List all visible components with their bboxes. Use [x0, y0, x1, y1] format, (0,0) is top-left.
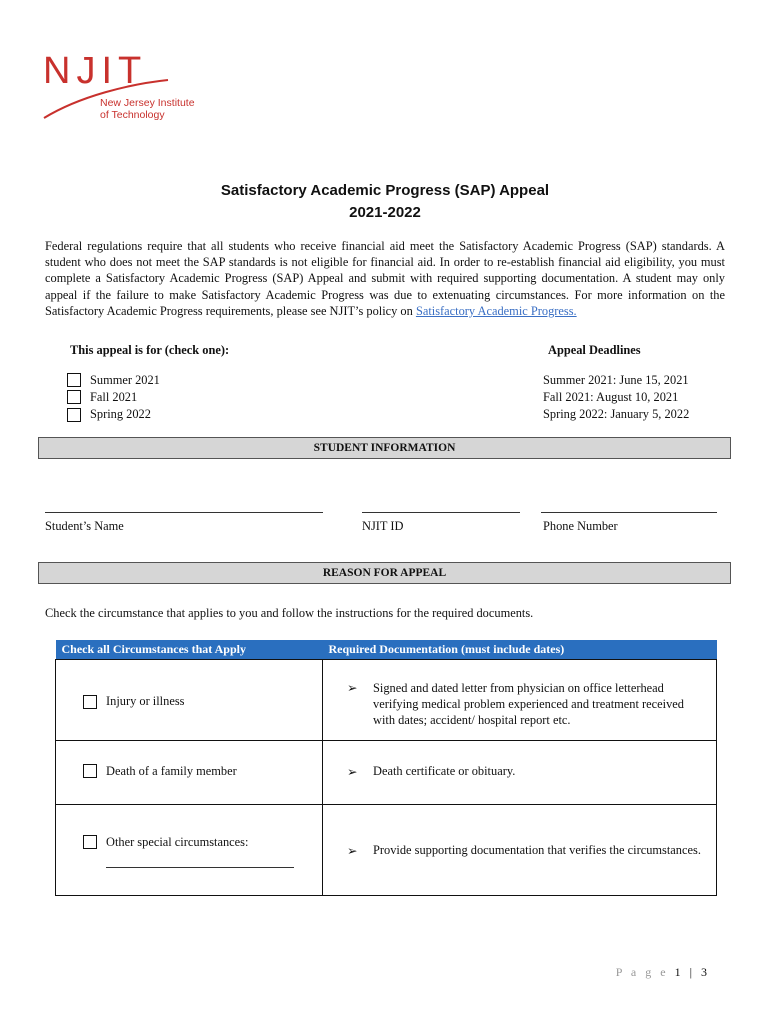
summer-2021-checkbox[interactable] [67, 373, 81, 387]
death-doc: Death certificate or obituary. [373, 764, 516, 778]
logo-subtitle [100, 97, 195, 121]
page-label: P a g e [615, 965, 669, 979]
spring-2022-checkbox[interactable] [67, 408, 81, 422]
intro-paragraph [45, 238, 725, 319]
page-number [616, 965, 710, 980]
summer-2021-label: Summer 2021 [90, 373, 160, 387]
student-info-band: STUDENT INFORMATION [38, 437, 731, 459]
njit-logo-wordmark: NJIT [43, 50, 148, 92]
phone-number-label: Phone Number [543, 519, 618, 533]
other-doc: Provide supporting documentation that verifies the circumstances. [373, 843, 701, 857]
fall-2021-checkbox[interactable] [67, 390, 81, 404]
deadline-fall: Fall 2021: August 10, 2021 [543, 390, 679, 404]
bullet-icon: ➢ [347, 844, 358, 858]
logo-line2: of Technology [100, 109, 165, 121]
bullet-icon: ➢ [347, 765, 358, 779]
fall-2021-label: Fall 2021 [90, 390, 138, 404]
deadline-spring: Spring 2022: January 5, 2022 [543, 407, 690, 421]
col-circumstances-header: Check all Circumstances that Apply [56, 640, 323, 660]
page-count: 1 | 3 [674, 965, 710, 979]
phone-number-field[interactable] [541, 512, 717, 513]
reason-instruction: Check the circumstance that applies to you and follow the instructions for the required documents. [45, 606, 534, 620]
circumstances-table [55, 640, 717, 896]
other-circumstance-field[interactable] [106, 867, 294, 868]
appeal-for-heading: This appeal is for (check one): [70, 343, 230, 357]
injury-checkbox[interactable] [83, 695, 97, 709]
table-row [56, 741, 717, 805]
student-name-field[interactable] [45, 512, 323, 513]
page-year: 2021-2022 [349, 204, 421, 221]
deadline-summer: Summer 2021: June 15, 2021 [543, 373, 689, 387]
injury-doc: Signed and dated letter from physician on office letterhead verifying medical problem experienced and treatment received with dates; accident/ hospital report etc. [373, 681, 684, 727]
njit-id-label: NJIT ID [362, 519, 404, 533]
other-checkbox[interactable] [83, 835, 97, 849]
table-row [56, 805, 717, 896]
death-checkbox[interactable] [83, 764, 97, 778]
reason-band: REASON FOR APPEAL [38, 562, 731, 584]
deadlines-heading: Appeal Deadlines [548, 343, 641, 357]
death-label: Death of a family member [106, 764, 237, 778]
spring-2022-label: Spring 2022 [90, 407, 151, 421]
intro-text: Federal regulations require that all students who receive financial aid meet the Satisfactory Academic Progress (SAP) standards. A student who does not meet the SAP standards is not eligible for financial aid. In order to re-establish financial aid eligibility, you must complete a Satisfactory Academic Progress (SAP) Appeal and submit with required supporting documentation. A student may only appeal if the failure to make Satisfactory Academic Progress was due to extenuating circumstances. For more information on the Satisfactory Academic Progress requirements, please see NJIT’s policy on [45, 239, 725, 318]
njit-id-field[interactable] [362, 512, 520, 513]
table-row [56, 660, 717, 741]
bullet-icon: ➢ [347, 681, 358, 695]
sap-policy-link[interactable]: Satisfactory Academic Progress. [415, 303, 577, 318]
page-title: Satisfactory Academic Progress (SAP) Appeal [220, 182, 550, 199]
logo-line1: New Jersey Institute [100, 97, 195, 109]
col-documentation-header: Required Documentation (must include dates) [323, 640, 717, 660]
student-name-label: Student’s Name [45, 519, 124, 533]
injury-label: Injury or illness [106, 694, 185, 708]
other-label: Other special circumstances: [106, 835, 249, 849]
